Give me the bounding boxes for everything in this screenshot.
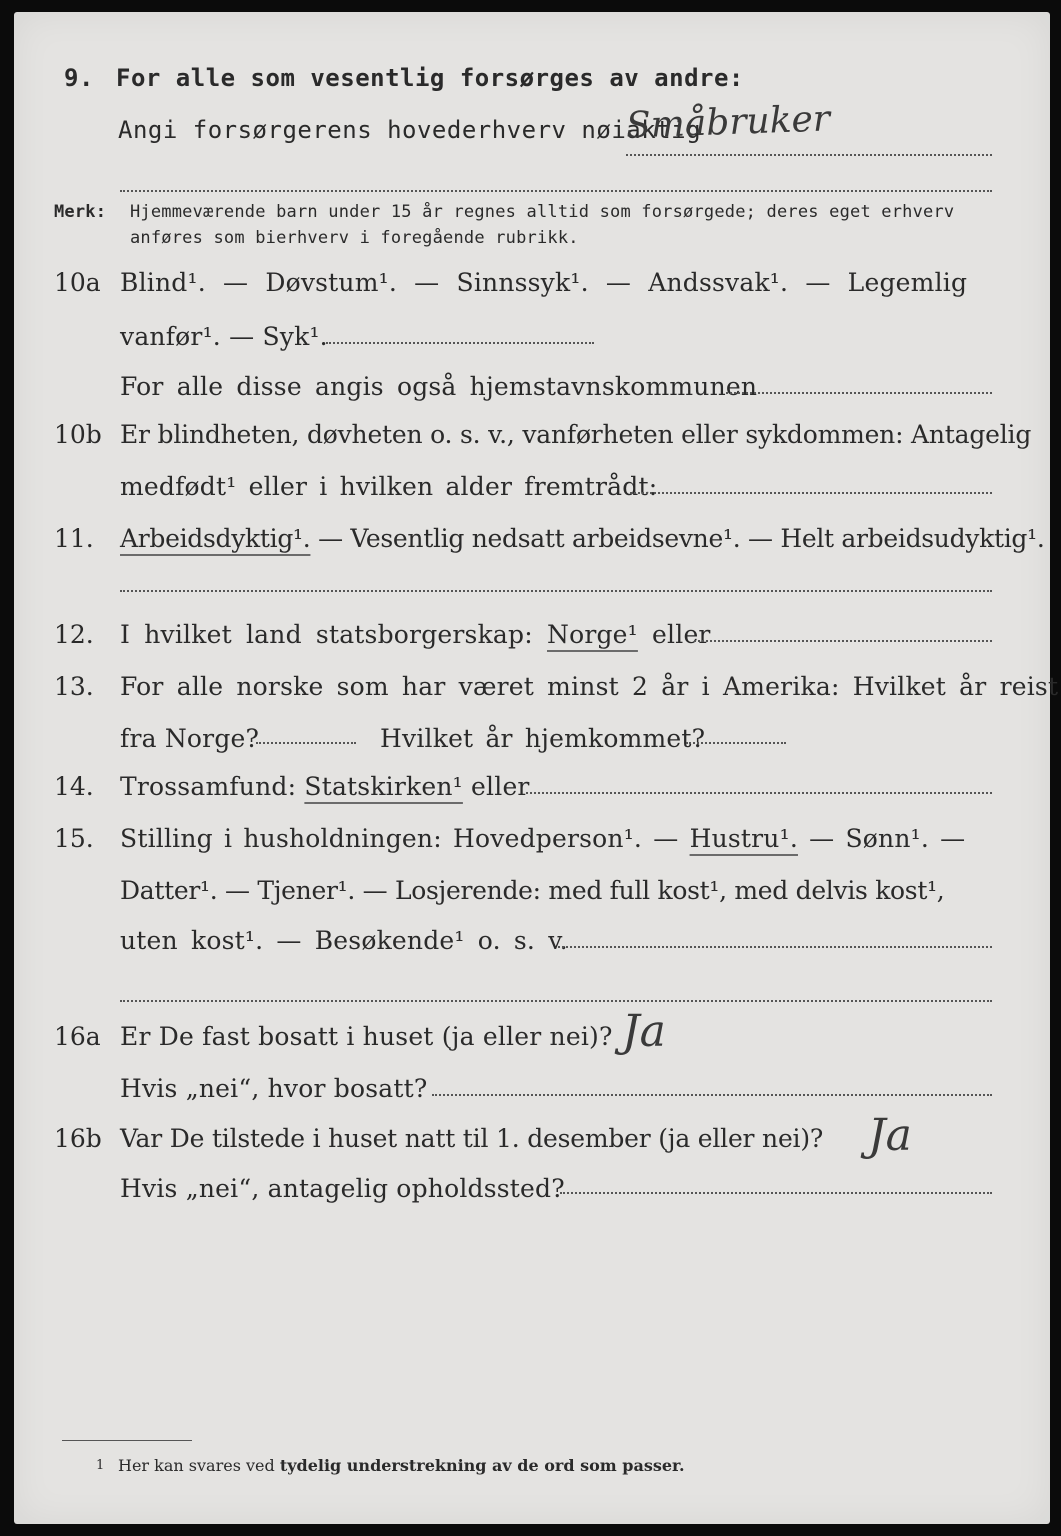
q14-option-statskirken: Statskirken¹ [304, 772, 463, 801]
q15-answer-line [558, 946, 992, 948]
q14-number: 14. [54, 772, 94, 801]
q9-extra-line [120, 190, 992, 192]
q13-line2a: fra Norge? [120, 724, 260, 753]
footnote-rule [62, 1440, 192, 1441]
q10a-number: 10a [54, 268, 101, 297]
q11-option-arbeidsdyktig: Arbeidsdyktig¹. [120, 524, 311, 553]
q15-line1c: — Sønn¹. — [797, 824, 966, 853]
q16a-line2: Hvis „nei“, hvor bosatt? [120, 1074, 428, 1103]
q13-line2b: Hvilket år hjemkommet? [380, 724, 706, 753]
footnote-text-b: tydelig understrekning av de ord som passer. [279, 1456, 685, 1475]
q15-extra-line [120, 1000, 992, 1002]
q9-title: For alle som vesentlig forsørges av andre: [116, 64, 744, 92]
q9-handwritten-answer: Småbruker [625, 98, 831, 147]
q13-hjem-line [686, 742, 786, 744]
q10a-line1: Blind¹. — Døvstum¹. — Sinnssyk¹. — Andssvak¹. — Legemlig [120, 268, 968, 297]
footnote-mark: 1 [96, 1458, 105, 1473]
q12-option-norge: Norge¹ [547, 620, 638, 649]
q12-number: 12. [54, 620, 94, 649]
q15-line1a: Stilling i husholdningen: Hovedperson¹. — [120, 824, 690, 853]
q12-prefix: I hvilket land statsborgerskap: [120, 620, 547, 649]
merk-line1: Hjemmeværende barn under 15 år regnes alltid som forsørgede; deres eget erhverv [130, 202, 955, 222]
q16a-number: 16a [54, 1022, 101, 1051]
q14-answer-line [526, 792, 992, 794]
q16b-handwritten-answer: Ja [868, 1110, 912, 1161]
q13-number: 13. [54, 672, 94, 701]
q9-answer-line [626, 154, 992, 156]
q9-prompt: Angi forsørgerens hovederhverv nøiaktig [118, 116, 702, 144]
q10b-answer-line [630, 492, 992, 494]
q12-answer-line [694, 640, 992, 642]
q13-reist-line [256, 742, 356, 744]
q15-line1 [120, 824, 965, 853]
q11-text [120, 524, 1045, 553]
q11-extra-line [120, 590, 992, 592]
q16b-number: 16b [54, 1124, 102, 1153]
q11-rest: — Vesentlig nedsatt arbeidsevne¹. — Helt arbeidsudyktig¹. [310, 524, 1045, 553]
q15-line3: uten kost¹. — Besøkende¹ o. s. v. [120, 926, 568, 955]
q16b-line2: Hvis „nei“, antagelig opholdssted? [120, 1174, 565, 1203]
q15-number: 15. [54, 824, 94, 853]
q12-text [120, 620, 711, 649]
q10a-line2: vanfør¹. — Syk¹. [120, 322, 328, 351]
q10b-number: 10b [54, 420, 102, 449]
census-form-page [14, 12, 1059, 1524]
q14-suffix: eller [462, 772, 530, 801]
q16b-answer-line [560, 1192, 992, 1194]
q15-option-hustru: Hustru¹. [689, 824, 798, 853]
q9-number: 9. [64, 64, 94, 92]
q16a-handwritten-answer: Ja [622, 1006, 666, 1057]
merk-line2: anføres som bierhverv i foregående rubrikk. [130, 228, 579, 248]
footnote-text-a: Her kan svares ved [118, 1456, 280, 1475]
q14-text [120, 772, 530, 801]
q16a-answer-line [432, 1094, 992, 1096]
q14-prefix: Trossamfund: [120, 772, 305, 801]
q11-number: 11. [54, 524, 94, 553]
q10a-kommune-line [726, 392, 992, 394]
q16a-line1: Er De fast bosatt i huset (ja eller nei)? [120, 1022, 613, 1051]
q13-line1: For alle norske som har været minst 2 år i Amerika: Hvilket år reist [120, 672, 1059, 701]
q16b-line1: Var De tilstede i huset natt til 1. desember (ja eller nei)? [120, 1124, 824, 1153]
merk-label: Merk: [54, 202, 107, 222]
q10a-syk-line [326, 342, 594, 344]
q10b-line2: medfødt¹ eller i hvilken alder fremtrådt: [120, 472, 658, 501]
q15-line2: Datter¹. — Tjener¹. — Losjerende: med full kost¹, med delvis kost¹, [120, 876, 945, 905]
footnote-text [118, 1456, 685, 1475]
q10a-line3: For alle disse angis også hjemstavnskommunen [120, 372, 758, 401]
q10b-line1: Er blindheten, døvheten o. s. v., vanførheten eller sykdommen: Antagelig [120, 420, 1032, 449]
q12-suffix: eller [637, 620, 711, 649]
